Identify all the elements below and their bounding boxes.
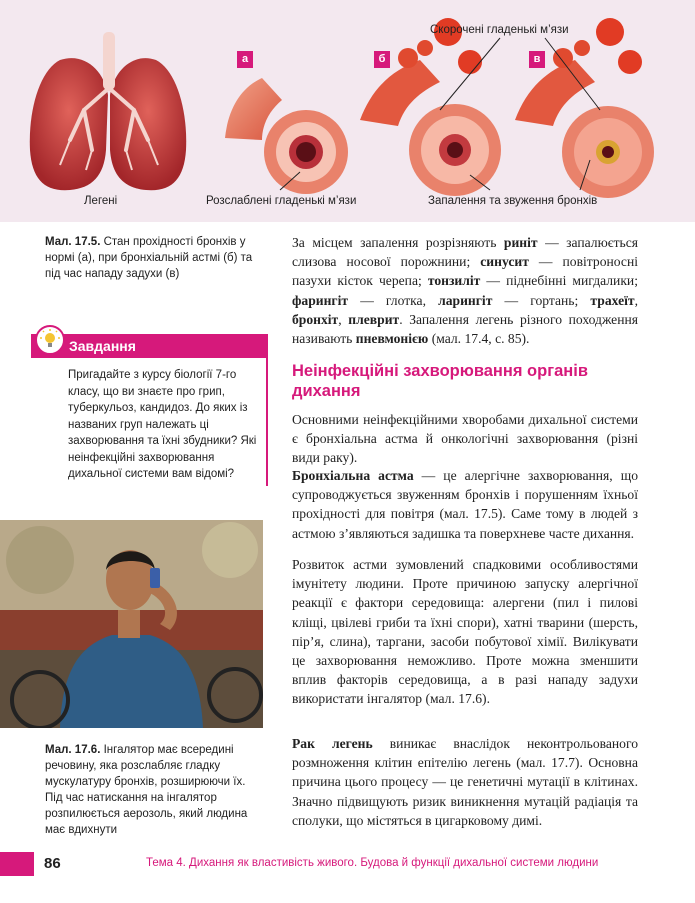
panel-letter-b: б xyxy=(374,51,390,68)
text-run: виникає внаслідок неконтрольованого розмноження клітин епітелію легень (мал. 17.7). Основна причина цього процесу — це генетичні мутації в клітинах. Значно підвищують ризик виникнення мутацій радіація та сполуки, що містяться в цигарковому димі. xyxy=(292,736,638,828)
caption-17-5-text: Стан прохідності бронхів у нормі (а), при бронхіальній астмі (б) та під час нападу задухи (в) xyxy=(45,236,253,280)
task-title: Завдання xyxy=(69,338,136,354)
text-run: . Запалення легень різного походження називають xyxy=(292,311,639,347)
bronchus-asthma-image xyxy=(360,18,501,196)
task-border xyxy=(261,358,268,486)
term-lung-cancer: Рак легень xyxy=(292,736,373,751)
term-pneumonia: пневмонією xyxy=(355,331,429,347)
bronchus-normal-image xyxy=(225,78,348,194)
term-pleurisy: плеврит xyxy=(348,311,400,327)
term-laryngitis: ларингіт xyxy=(438,292,493,308)
paragraph-main-diseases: Основними неінфекційними хворобами дихальної системи є бронхіальна астма й онкологічні захворювання (різні види раку). xyxy=(292,412,638,466)
paragraph-inflammations xyxy=(292,233,638,348)
text-run: — глотка, xyxy=(348,292,439,308)
text-run: За місцем запалення розрізняють xyxy=(292,235,504,250)
term-asthma: Бронхіальна астма xyxy=(292,468,414,483)
paragraph-asthma xyxy=(292,466,638,543)
page-number: 86 xyxy=(44,855,61,872)
panel-letter-c: в xyxy=(529,51,545,68)
section-title: Неінфекційні захворювання органів дихання xyxy=(292,362,588,400)
footer-topic: Тема 4. Дихання як властивість живого. Будова й функції дихальної системи людини xyxy=(146,857,599,869)
caption-17-5-lead: Мал. 17.5. xyxy=(45,236,101,248)
panel-letter-a: а xyxy=(237,51,253,68)
lungs-image xyxy=(30,32,186,190)
term-tonsillitis: тонзиліт xyxy=(427,273,481,289)
label-relaxed-muscles: Розслаблені гладенькі м’язи xyxy=(206,195,357,207)
label-contracted-muscles: Скорочені гладенькі м’язи xyxy=(430,24,569,36)
bronchi-illustration xyxy=(0,0,695,222)
term-tracheitis: трахеїт xyxy=(590,292,635,308)
caption-17-6-text: Інгалятор має всередині речовину, яка розслабляє гладку мускулатуру бронхів, розширюючи їх. Під час натискання на інгалятор розпилюється аерозоль, який людина має вдихнути xyxy=(45,744,248,836)
task-text: Пригадайте з курсу біології 7-го класу, що ви знаєте про грип, туберкульоз, кандидоз. До яких із названих груп належать ці захворювання та їхні збудники? Які неінфекційні захворювання дихальної системи вам відомі? xyxy=(68,369,257,480)
caption-17-6-lead: Мал. 17.6. xyxy=(45,744,101,756)
term-pharyngitis: фарингіт xyxy=(292,292,349,308)
figure-17-5 xyxy=(0,0,695,222)
paragraph-lung-cancer xyxy=(292,734,638,830)
text-run: — повітроносні пазухи кісток черепа; xyxy=(292,254,638,289)
text-run: — гортань; xyxy=(492,292,591,308)
text-run: — це алергічне захворювання, що супроводжується звуженням бронхів і порушенням їхньої прохідності для повітря (мал. 17.5). Саме тому в людей з астмою з’являються задишка та поверхневе часте дихання. xyxy=(292,468,638,541)
caption-17-6 xyxy=(45,742,263,838)
label-lungs: Легені xyxy=(84,195,118,207)
text-run: — піднебінні мигдалики; xyxy=(480,273,638,289)
paragraph-asthma-causes: Розвиток астми зумовлений спадковими особливостями імунітету людини. Проте причиною запуску алергічної реакції є фактори середовища: алергени (пил і пилові кліщі, цвілеві гриби та їхні спори), хатні тварини (шерсть, пір’я, слина), таргани, засоби побутової хімії. Вилікувати це захворювання неможливо. Проте можна зменшити вплив факторів середовища, а в разі нападу задухи використати інгалятор (мал. 17.6). xyxy=(292,557,638,707)
text-run: , xyxy=(634,292,638,308)
label-inflammation: Запалення та звуження бронхів xyxy=(428,195,598,207)
task-box xyxy=(31,334,268,486)
text-run: — запалюється слизова носової порожнини; xyxy=(292,235,638,270)
term-bronchitis: бронхіт xyxy=(292,311,339,327)
task-header xyxy=(31,334,268,358)
text-run: (мал. 17.4, с. 85). xyxy=(428,331,530,347)
footer-accent-bar xyxy=(0,852,34,876)
inhaler-photo xyxy=(0,520,263,728)
caption-17-5 xyxy=(45,234,265,282)
bronchus-attack-image xyxy=(515,18,654,198)
text-run: , xyxy=(338,311,349,327)
term-sinusitis: синусит xyxy=(480,254,529,270)
term-rhinitis: риніт xyxy=(503,235,538,250)
lightbulb-icon xyxy=(35,325,65,355)
